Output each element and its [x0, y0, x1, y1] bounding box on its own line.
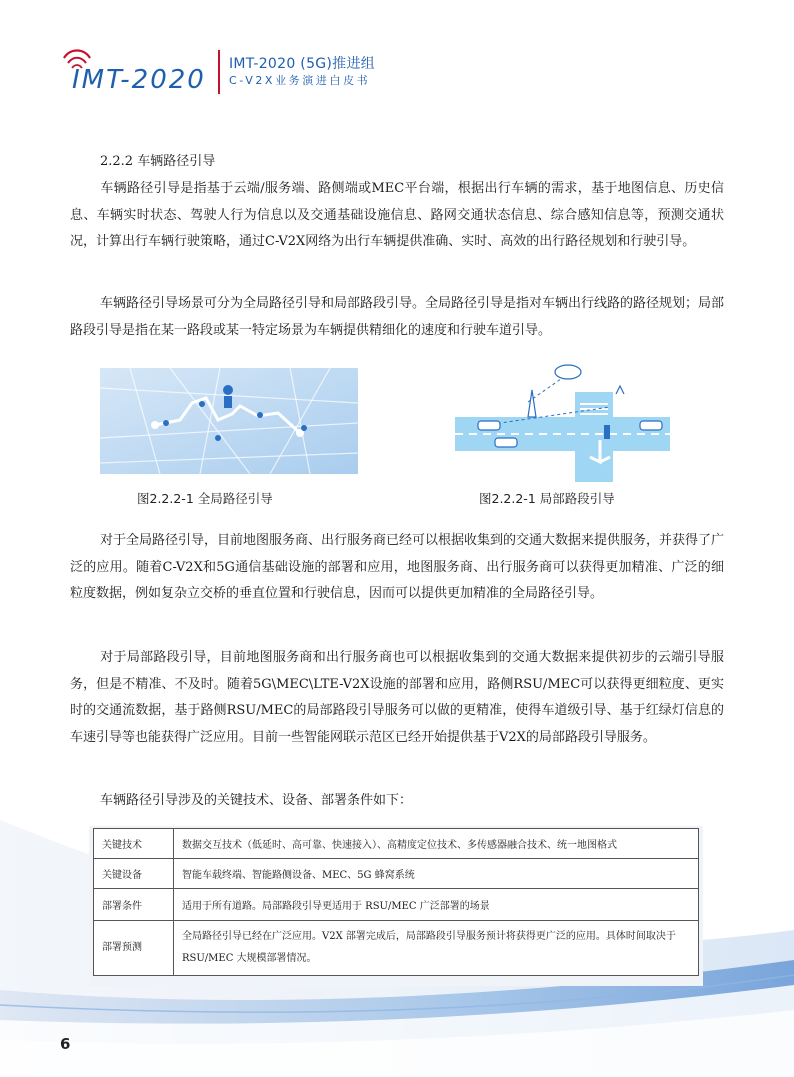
imt2020-logo [58, 44, 228, 100]
figure-caption-local: 图2.2.2-1 局部路段引导 [479, 491, 615, 506]
table-row [94, 921, 699, 976]
figure-global-path-map [100, 368, 358, 474]
key-conditions-table [93, 828, 699, 976]
figure-local-segment-diagram [440, 362, 680, 482]
row-value-key-tech: 数据交互技术（低延时、高可靠、快速接入）、高精度定位技术、多传感器融合技术、统一地图格式 [174, 829, 699, 859]
paragraph-intro: 车辆路径引导是指基于云端/服务端、路侧端或MEC平台端，根据出行车辆的需求，基于地图信息、历史信息、车辆实时状态、驾驶人行为信息以及交通基础设施信息、路网交通状态信息、综合感知信息等，预测交通状况，计算出行车辆行驶策略，通过C-V2X网络为出行车辆提供准确、实时、高效的出行路径规划和行驶引导。 [70, 181, 724, 249]
page-number: 6 [60, 1035, 71, 1053]
header-title: IMT-2020 (5G)推进组 [229, 56, 376, 72]
paragraph-scenarios: 车辆路径引导场景可分为全局路径引导和局部路段引导。全局路径引导是指对车辆出行线路的路径规划；局部路段引导是指在某一路段或某一特定场景为车辆提供精细化的速度和行驶车道引导。 [70, 296, 725, 338]
row-label-key-tech: 关键技术 [94, 829, 174, 859]
row-value-key-devices: 智能车载终端、智能路侧设备、MEC、5G 蜂窝系统 [174, 859, 699, 889]
svg-text:IMT-2020: IMT-2020 [72, 65, 206, 95]
row-value-deploy-conditions: 适用于所有道路。局部路段引导更适用于 RSU/MEC 广泛部署的场景 [174, 889, 699, 921]
table-row [94, 889, 699, 921]
section-heading: 2.2.2 车辆路径引导 [100, 154, 216, 169]
paragraph-local-guidance: 对于局部路段引导，目前地图服务商和出行服务商也可以根据收集到的交通大数据来提供初步的云端引导服务，但是不精准、不及时。随着5G\MEC\LTE-V2X设施的部署和应用，路侧RSU/MEC可以获得更细粒度、更实时的交通流数据，基于路侧RSU/MEC的局部路段引导服务可以做的更精准，使得车道级引导、基于红绿灯信息的车速引导等也能获得广泛应用。目前一些智能网联示范区已经开始提供基于V2X的局部路段引导服务。 [70, 650, 724, 745]
header-subtitle: C-V2X业务演进白皮书 [229, 74, 371, 87]
table-row [94, 829, 699, 859]
figure-caption-global: 图2.2.2-1 全局路径引导 [137, 491, 273, 506]
row-label-deploy-conditions: 部署条件 [94, 889, 174, 921]
table-row [94, 859, 699, 889]
row-label-key-devices: 关键设备 [94, 859, 174, 889]
paragraph-global-guidance: 对于全局路径引导，目前地图服务商、出行服务商已经可以根据收集到的交通大数据来提供服务，并获得了广泛的应用。随着C-V2X和5G通信基础设施的部署和应用，地图服务商、出行服务商可以获得更加精准、广泛的细粒度数据，例如复杂立交桥的垂直位置和行驶信息，因而可以提供更加精准的全局路径引导。 [70, 533, 725, 601]
header-divider [218, 50, 220, 94]
row-label-deploy-forecast: 部署预测 [94, 921, 174, 976]
row-value-deploy-forecast: 全局路径引导已经在广泛应用。V2X 部署完成后，局部路段引导服务预计将获得更广泛的应用。具体时间取决于 RSU/MEC 大规模部署情况。 [174, 921, 699, 976]
paragraph-table-intro: 车辆路径引导涉及的关键技术、设备、部署条件如下： [100, 793, 413, 808]
